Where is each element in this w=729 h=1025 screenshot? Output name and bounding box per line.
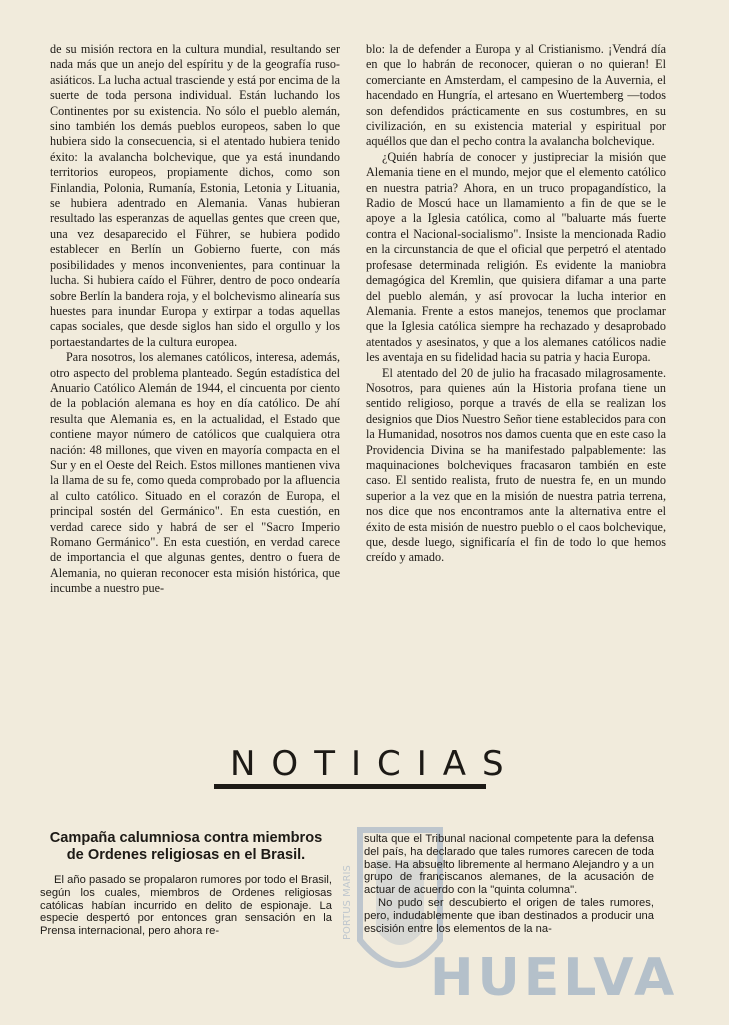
bottom-left-column — [40, 874, 332, 938]
top-right-column — [366, 42, 666, 566]
article-title: Campaña calumniosa contra miembros de Ordenes religiosas en el Brasil. — [49, 830, 323, 863]
heading-underline — [214, 784, 486, 789]
top-left-column — [50, 42, 340, 597]
paragraph: No pudo ser descubierto el origen de tales rumores, pero, indudablemente que iban destinados a producir una escisión entre los elementos de la na- — [364, 896, 654, 935]
paragraph: de su misión rectora en la cultura mundial, resultando ser nada más que un anejo del espíritu y de la geografía ruso-asiáticos. La lucha actual trasciende y está por encima de la suerte de toda persona individual. Están luchando los Continentes por su existencia. No sólo el pueblo alemán, sino también los demás pueblos europeos, saben lo que hubiera sido la consecuencia, si el atentado hubiera tenido éxito: la avalancha bolchevique, que ya está inundando territorios europeos, propiamente dichos, como son Finlandia, Polonia, Rumanía, Estonia, Letonia y Lituania, se hubiera adentrado en Alemania. Vanas hubieran resultado las esperanzas de aquellas gentes que creen que, una vez desaparecido el Führer, se hubiera podido establecer en Berlín un Gobierno fuerte, con más posibilidades y menos inconvenientes, para continuar la lucha. Si hubiera caído el Führer, dentro de poco ondearía sobre Berlín la bandera roja, y el bolchevismo alinearía sus huestes para inundar Europa y extirpar a todas aquellas capas sociales, que desde siglos han sido el orgullo y los portaestandartes de la cultura europea. — [50, 42, 340, 349]
paragraph: Para nosotros, los alemanes católicos, interesa, además, otro aspecto del problema planteado. Según estadística del Anuario Católico Alemán de 1944, el cincuenta por ciento de la población alemana es hoy en día católico. De ahí resulta que Alemania es, en la actualidad, el Estado que contiene mayor número de católicos que cualquiera otra nación: 48 millones, que viven en mayoría compacta en el Sur y en el Oeste del Reich. Estos millones mantienen viva la llama de su fe, como queda comprobado por la afluencia al culto católico. Situado en el corazón de Europa, el principal sostén del Germánico". En esta cuestión, en verdad carece sido y habrá de ser el "Sacro Imperio Romano Germánico". En esta cuestión, en verdad carece de importancia el que algunas gentes, dentro o fuera de Alemania, no quieran reconocer esta misión histórica, que incumbe a nuestro pue- — [50, 350, 340, 596]
paragraph: El atentado del 20 de julio ha fracasado milagrosamente. Nosotros, para quienes aún la Historia profana tiene un sentido religioso, porque a través de ella se realizan los designios que Dios Nuestro Señor tiene establecidos para con la Humanidad, nosotros nos damos cuenta que en este caso la Providencia Divina se ha manifestado palpablemente: las maquinaciones bolcheviques fracasaron también en este caso. El sentido realista, fruto de nuestra fe, en un mundo superior a la vez que en la misión de nuestra patria terrena, nos dice que nos encontramos ante la alternativa entre el éxito de esta misión de nuestro pueblo o el caos bolchevique, que, desde luego, significaría el fin de todo lo que hemos creído y amado. — [366, 365, 666, 565]
paragraph: blo: la de defender a Europa y al Cristianismo. ¡Vendrá día en que lo habrán de reconocer, quieran o no quieran! El comerciante en Amsterdam, el campesino de la Auvernia, el hacendado en Hungría, el artesano en Wuertemberg —todos son defendidos prácticamente en sus costumbres, en su civilización, en su existencia material y espiritual por aquéllos que dan el pecho contra la avalancha bolchevique. — [366, 42, 666, 149]
paragraph: ¿Quién habría de conocer y justipreciar la misión que Alemania tiene en el mundo, mejor que el elemento católico en nuestra patria? Ahora, en un truco propagandístico, la Radio de Moscú hace un llamamiento a fin de que se le apoye a la Iglesia católica, como al "baluarte más fuerte contra el Nacional-socialismo". Insiste la mencionada Radio en la circunstancia de que el oficial que perpetró el atentado profesase determinada religión. Es evidente la maniobra demagógica del Kremlin, que quisiera difamar a una parte del pueblo alemán, y así provocar la lucha interior en Alemania. Frente a estos manejos, tenemos que proclamar que la Iglesia católica siempre ha rechazado y desaprobado atentados y asesinatos, y que a los alemanes católicos nadie les aventaja en su fidelidad hacia su patria y hacia Europa. — [366, 149, 666, 365]
paragraph: sulta que el Tribunal nacional competente para la defensa del país, ha declarado que tales rumores carecen de toda base. Ha absuelto libremente al hermano Alejandro y a un grupo de franciscanos alemanes, de la acusación de actuar de acuerdo con la "quinta columna". — [364, 833, 654, 897]
section-heading: NOTICIAS — [230, 744, 520, 784]
bottom-right-column — [364, 833, 654, 935]
seal-motto: PORTUS MARIS — [342, 865, 353, 940]
paragraph: El año pasado se propalaron rumores por todo el Brasil, según los cuales, miembros de Ordenes religiosas católicas habían incurrido en delito de espionaje. La especie despertó por entonces gran sensación en la Prensa internacional, pero ahora re- — [40, 874, 332, 938]
watermark-city: HUELVA — [430, 948, 679, 1008]
